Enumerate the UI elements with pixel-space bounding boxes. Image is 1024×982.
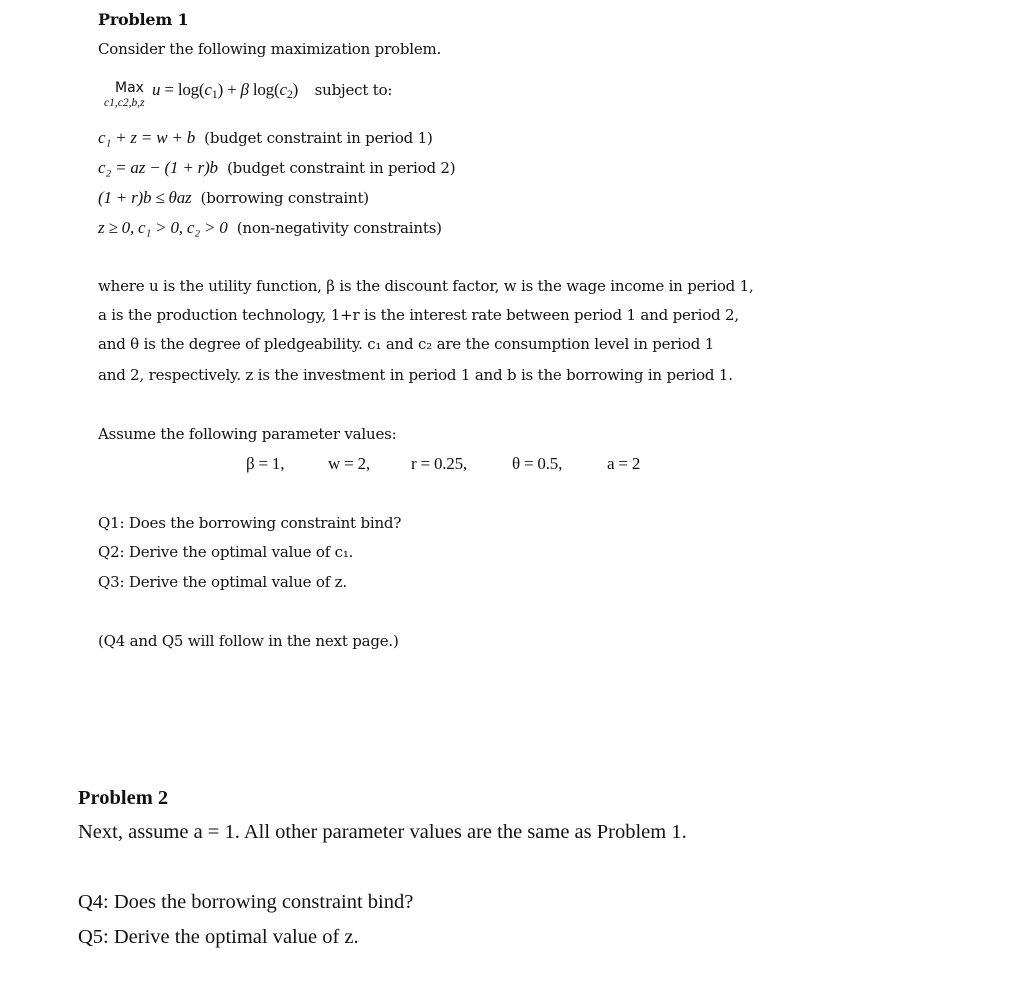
question-q1: Q1: Does the borrowing constraint bind?: [98, 514, 402, 532]
constraint-3: (1 + r)b ≤ θaz (borrowing constraint): [98, 188, 369, 207]
problem1-intro: Consider the following maximization problem.: [98, 40, 442, 58]
question-q2: Q2: Derive the optimal value of c₁.: [98, 543, 354, 561]
question-q5: Q5: Derive the optimal value of z.: [78, 926, 359, 948]
assume-line: Assume the following parameter values:: [98, 425, 397, 443]
constraint-4: z ≥ 0, c₁ > 0, c₂ > 0 (non-negativity constraints): [98, 218, 442, 237]
description-line-3: and θ is the degree of pledgeability. c₁ and c₂ are the consumption level in period 1: [98, 335, 715, 353]
max-subscript: c1,c2,b,z: [104, 97, 145, 109]
param-r: r = 0.25,: [411, 454, 467, 473]
max-label: Max: [115, 80, 144, 96]
constraint-2: c₂ = az − (1 + r)b (budget constraint in period 2): [98, 158, 456, 177]
subject-to: subject to:: [314, 81, 393, 99]
description-line-2: a is the production technology, 1+r is the interest rate between period 1 and period 2,: [98, 306, 739, 324]
objective-function: $u = \log(c_1) + \beta$ $\log(c_2)$ subject to:: [152, 80, 393, 101]
description-line-1: where u is the utility function, β is the discount factor, w is the wage income in period 1,: [98, 277, 754, 295]
problem2-intro: Next, assume a = 1. All other parameter values are the same as Problem 1.: [78, 821, 687, 843]
param-beta: β = 1,: [246, 454, 285, 473]
description-line-4: and 2, respectively. z is the investment in period 1 and b is the borrowing in period 1.: [98, 366, 733, 384]
problem1-title: Problem 1: [98, 10, 189, 29]
param-a: a = 2: [607, 454, 641, 473]
question-q3: Q3: Derive the optimal value of z.: [98, 573, 347, 591]
question-q4: Q4: Does the borrowing constraint bind?: [78, 891, 414, 913]
param-w: w = 2,: [328, 454, 370, 473]
constraint-1: c₁ + z = w + b (budget constraint in period 1): [98, 128, 433, 147]
param-theta: θ = 0.5,: [512, 454, 563, 473]
followup-note: (Q4 and Q5 will follow in the next page.): [98, 632, 399, 650]
problem2-title: Problem 2: [78, 787, 169, 809]
